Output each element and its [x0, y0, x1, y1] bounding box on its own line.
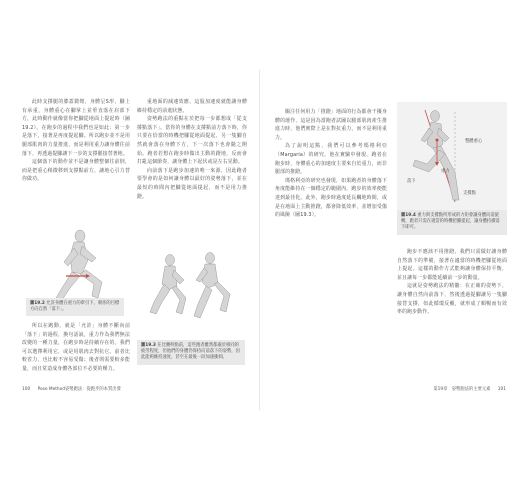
- left-column-1: [22, 98, 130, 184]
- left-col1-tail-para: 所以在跑動，就是「允許」身體不斷向前「落下」的過程，換句話說，重力作為我們無法改變的一種力量，在跑步時是持續存在的。我們可以選擇利用它，或是用肌肉去對抗它。前者比較省力，也比較不容易受傷；後者則需要較多能量，而且常造成身體各部位不必要的壓力。: [22, 323, 130, 372]
- runner-figure-19-2: [22, 226, 130, 306]
- figure-19-2-number: 圖19.2: [30, 301, 45, 306]
- left-page-number: 100: [22, 387, 31, 392]
- left-column-1-tail: [22, 322, 130, 374]
- right-running-head: 第19章 姿勢跑法的主要元素: [433, 387, 491, 392]
- figure-19-3-caption: [137, 340, 245, 365]
- right-col2-para-2: 這就是姿勢跑法的精髓：在正確的姿勢下，讓身體自然向前落下，然後透過提腳讓另一隻腳接替支撐，如此循環反覆，就形成了順暢而有效率的跑步動作。: [397, 283, 507, 316]
- label-center-of-mass: 整體重心: [465, 139, 483, 144]
- label-gravity: 重力: [441, 169, 450, 174]
- figure-19-4-caption: [397, 210, 507, 235]
- right-page-number: 101: [497, 387, 506, 392]
- gutter-divider: [259, 70, 260, 410]
- label-support: 支撐點: [463, 191, 476, 196]
- right-folio: [433, 386, 506, 392]
- right-col1-para-3: 瑪格利亞的研究也發現，如果跑者的身體落下角度能維持在一個穩定的範圍內，跑步的效率便能達到最佳化。此外，跑步時過度延長觸地時間，或是在地面上主動推蹬，都會降低效率，並增加受傷的風險（圖19.3）。: [275, 177, 387, 219]
- right-column-2: [397, 248, 507, 317]
- force-diagram-figure-19-4: [397, 102, 507, 210]
- right-col2-para-1: 跑步不應該不用推蹬，我們只需做好讓身體自然落下的準備，接著在適當的時機把腳從地面上提起。這樣的動作方式能夠讓身體保持平衡，並且讓每一步都能延續前一步的動量。: [397, 249, 507, 281]
- figure-19-2-text: 允許身體在重力的牽引下，朝你的目標方向自然「落下」。: [30, 301, 120, 313]
- right-page: [261, 0, 520, 500]
- right-column-1: [275, 108, 387, 220]
- left-page: [0, 0, 259, 500]
- figure-19-4-number: 圖19.4: [401, 213, 416, 218]
- label-falling: 落下: [407, 179, 416, 184]
- left-col1-para-1: 此時支撐腿的膝蓋微彎，身體呈S形，腳上有承重，身體重心在腳掌上並垂直落在肩部下方，此時動作就像當你把腳從地面上提起時（圖19.2）。在跑步的過程中我們也是如此：第一步是落下，接著是再度提起腳。所以跑步並不是用腿部肌肉的力量推進，而是利用重力讓身體往前落下，再透過提腳讓下一步的支撐腿接替著地。: [22, 99, 130, 157]
- left-column-2: [137, 98, 247, 201]
- left-running-head: Pose Method姿勢跑法：從跑步的本質出發: [37, 387, 121, 392]
- left-col1-para-2: 這個落下的動作並不是讓身體整個往前倒，而是把重心稍微移到支撐點前方，讓地心引力替你做功。: [22, 159, 130, 183]
- left-col2-para-2: 姿勢跑法的重點在於把每一步都想成「從支撐點落下」。當你的身體在支撐點前方落下時，你只要在恰當的時機把腳從地面提起，另一隻腳自然就會落在身體下方，下一次落下也會隨之開始。跑者若想在跑步時做出主動的蹬地，反而會打亂這個節奏，讓身體上下起伏或是左右晃動。: [137, 116, 247, 166]
- left-folio: [22, 386, 121, 392]
- right-col1-para-2: 為了說明這點，我們可以參考瑪格利亞（Margaria）的研究。他在實驗中發現，跑者在跑步時，身體重心的加速度主要來自於重力，而非腿部的推蹬。: [275, 143, 387, 176]
- figure-19-2-caption: [26, 298, 124, 316]
- figure-19-4-text: 重力與支撐點所形成的力矩會讓身體向前旋轉，跑者只需在適當的時機把腳提起，讓身體持續落下即可。: [401, 213, 500, 231]
- figure-19-3-number: 圖19.3: [141, 343, 156, 348]
- left-col2-para-3: 向前落下是跑步加速的唯一來源，因此跑者要學會的是如何讓身體以最好的姿勢落下，並在最短的時間內把腳從地面提起，而不是用力推蹬。: [137, 167, 247, 200]
- runners-figure-19-3: [140, 246, 244, 340]
- left-col2-para-1: 重地面的減速效應，這股加速度就能讓身體維持穩定的前進狀態。: [137, 99, 247, 114]
- figure-19-3-text: 在比賽終點前，這些跑者雖然都處於相同的疲勞程度，但他們的身體仍保持向前落下的姿勢，因此能夠維持速度，甚至在最後一段加速衝刺。: [141, 343, 240, 361]
- right-col1-para-1: 關注任何用力「推蹬」地面的行為都會干擾身體的運作，這是因為當跑者試圖以腿部肌肉產生推進力時，他們實際上是在對抗重力，而不是利用重力。: [275, 109, 387, 141]
